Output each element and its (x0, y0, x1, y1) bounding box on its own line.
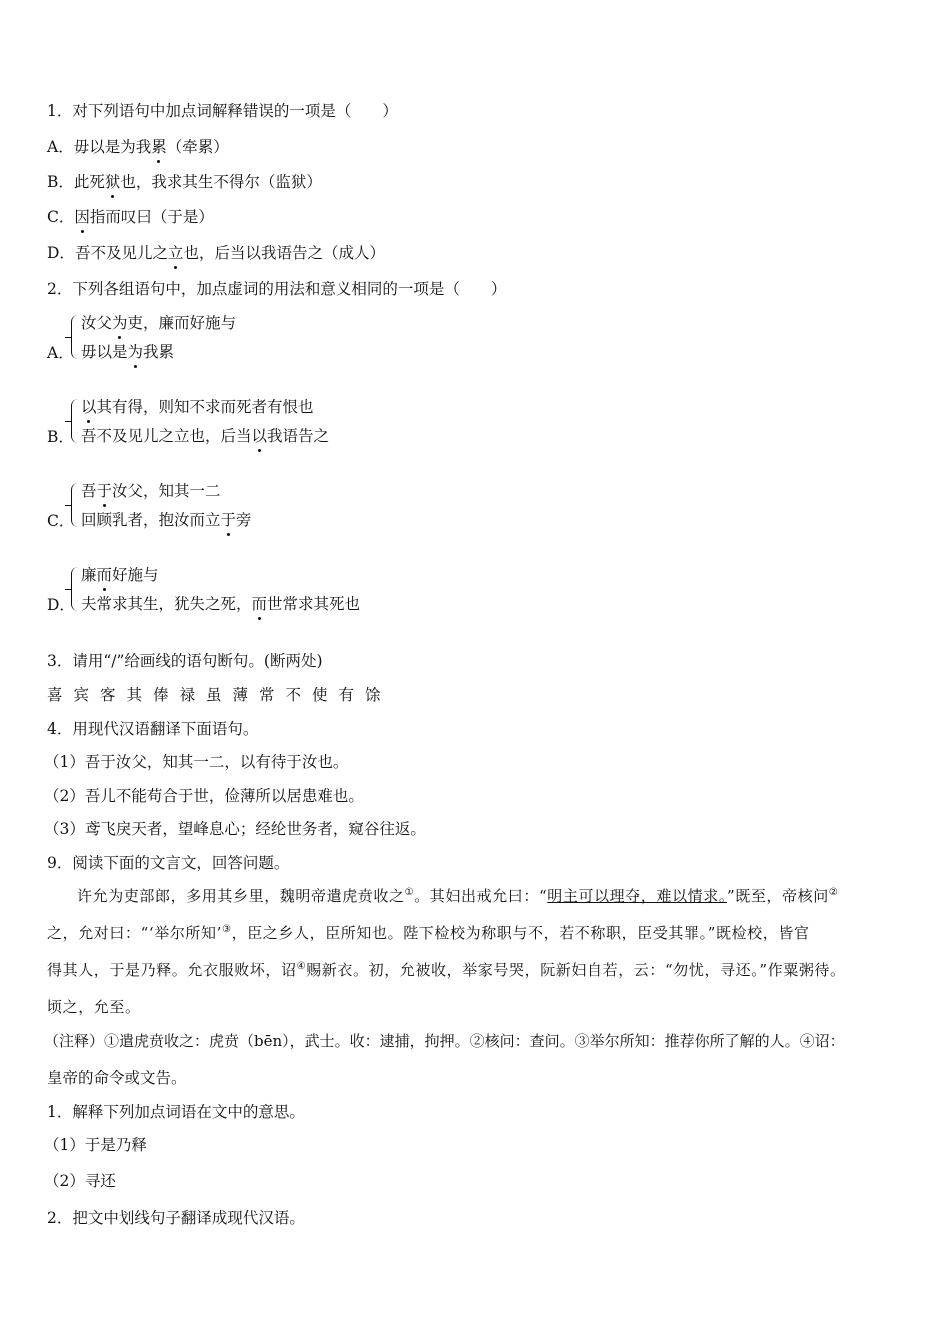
notes-line-1: （注释）①遣虎贲收之：虎贲（bēn），武士。收：逮捕，拘押。②核问：查问。③举尔所知：推荐你所了解的人。④诏： (44, 1032, 845, 1050)
brace-mark (71, 483, 80, 527)
q4-item-2: （2）吾儿不能苟合于世，俭薄所以居患难也。 (44, 787, 364, 805)
q1-stem: 1．对下列语句中加点词解释错误的一项是（ ） (47, 102, 398, 120)
passage-line-4: 顷之，允至。 (47, 998, 141, 1016)
q4-item-3: （3）鸢飞戾天者，望峰息心；经纶世务者，窥谷往返。 (44, 820, 426, 838)
item-text: 于是乃释 (84, 1136, 147, 1154)
underlined-sentence: 明主可以理夺，难以情求。 (547, 887, 727, 905)
q3-sentence: 喜宾客其俸禄虽薄常不使有馀 (47, 686, 392, 704)
passage-line-1: 许允为吏部郎，多用其乡里，魏明帝遣虎贲收之①。其妇出戒允曰：“明主可以理夺，难以情求。”既至，帝核问② (77, 887, 839, 905)
q1-option-d: D．吾不及见儿之立也，后当以我语告之（成人） (47, 244, 385, 262)
q1-option-a: A．毋以是为我累（牵累） (47, 138, 229, 156)
q4-item-1: （1）吾于汝父，知其一二，以有待于汝也。 (44, 753, 349, 771)
q9-sub2-stem: 2．把文中划线句子翻译成现代汉语。 (47, 1209, 305, 1227)
item-text: 寻还 (84, 1172, 116, 1190)
brace-mark (71, 315, 80, 359)
q9-stem: 9．阅读下面的文言文，回答问题。 (47, 854, 290, 872)
q1-option-b: B．此死狱也，我求其生不得尔（监狱） (47, 173, 322, 191)
q9-sub1-stem: 1．解释下列加点词语在文中的意思。 (47, 1103, 305, 1121)
q9-sub1-item-1: （1）于是乃释 (44, 1136, 147, 1154)
q1-option-c: C．因指而叹曰（于是） (47, 208, 214, 226)
brace-mark (71, 567, 80, 611)
q2-stem: 2．下列各组语句中，加点虚词的用法和意义相同的一项是（ ） (47, 280, 507, 298)
notes-line-2: 皇帝的命令或文告。 (47, 1069, 187, 1087)
brace-mark (71, 399, 80, 443)
q3-stem: 3．请用“/”给画线的语句断句。(断两处) (47, 652, 323, 670)
passage-line-3: 得其人，于是乃释。允衣服败坏，诏④赐新衣。初，允被收，举家号哭，阮新妇自若，云：“勿忧，寻还。”作粟粥待。 (47, 961, 846, 979)
passage-line-2: 之，允对曰：“‘举尔所知’③，臣之乡人，臣所知也。陛下检校为称职与不，若不称职，臣受其罪。”既检校，皆官 (47, 924, 810, 942)
q9-sub1-item-2: （2）寻还 (44, 1172, 116, 1190)
q4-stem: 4．用现代汉语翻译下面语句。 (47, 720, 259, 738)
